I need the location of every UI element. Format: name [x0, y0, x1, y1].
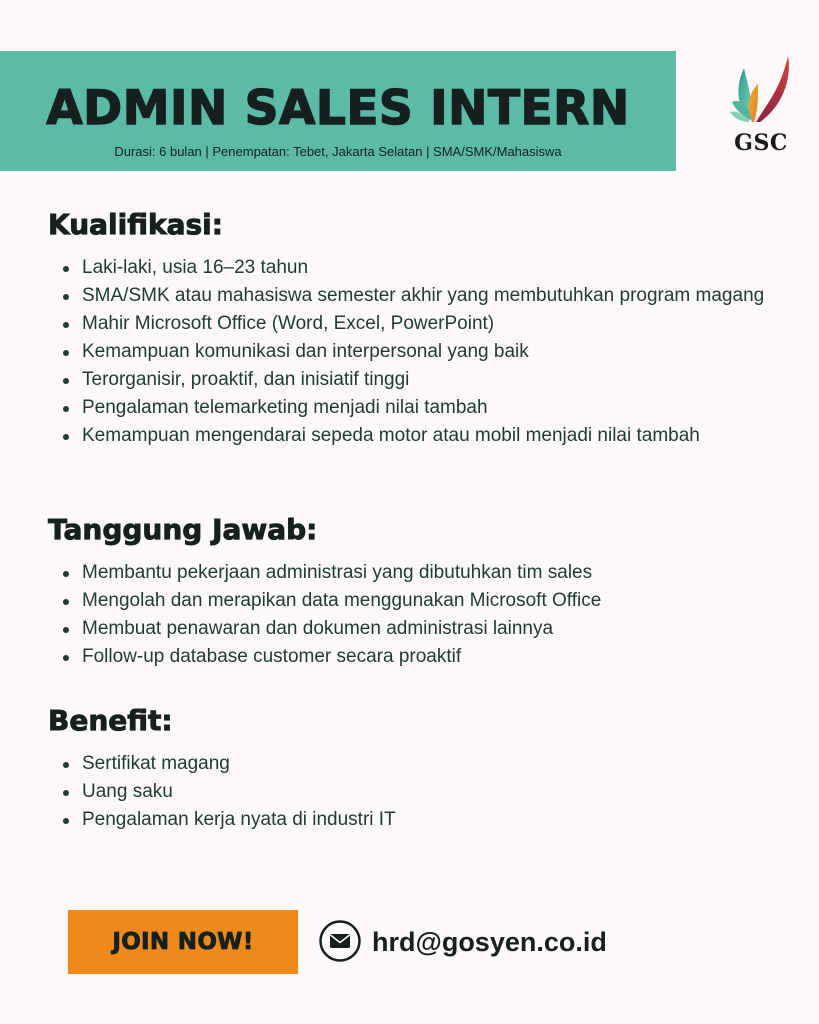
list-item: Laki-laki, usia 16–23 tahun	[48, 254, 768, 282]
company-logo	[726, 50, 796, 160]
responsibilities-list	[48, 559, 768, 671]
list-item: Sertifikat magang	[48, 750, 768, 778]
list-item: Membuat penawaran dan dokumen administrasi lainnya	[48, 615, 768, 643]
join-now-button[interactable]: JOIN NOW!	[68, 910, 298, 974]
qualifications-title: Kualifikasi:	[48, 208, 223, 241]
list-item: Kemampuan komunikasi dan interpersonal yang baik	[48, 338, 768, 366]
job-subtitle: Durasi: 6 bulan | Penempatan: Tebet, Jakarta Selatan | SMA/SMK/Mahasiswa	[114, 144, 562, 159]
list-item: Pengalaman telemarketing menjadi nilai tambah	[48, 394, 768, 422]
list-item: Kemampuan mengendarai sepeda motor atau mobil menjadi nilai tambah	[48, 422, 768, 450]
benefits-title: Benefit:	[48, 704, 173, 737]
list-item: Pengalaman kerja nyata di industri IT	[48, 806, 768, 834]
list-item: Mengolah dan merapikan data menggunakan Microsoft Office	[48, 587, 768, 615]
list-item: Terorganisir, proaktif, dan inisiatif tinggi	[48, 366, 768, 394]
list-item: Uang saku	[48, 778, 768, 806]
header-banner	[0, 51, 676, 171]
list-item: Follow-up database customer secara proaktif	[48, 643, 768, 671]
qualifications-list	[48, 254, 768, 450]
benefits-list	[48, 750, 768, 834]
list-item: SMA/SMK atau mahasiswa semester akhir yang membutuhkan program magang	[48, 282, 768, 310]
leaf-logo-icon	[726, 50, 796, 128]
list-item: Mahir Microsoft Office (Word, Excel, PowerPoint)	[48, 310, 768, 338]
responsibilities-title: Tanggung Jawab:	[48, 513, 318, 546]
logo-text: GSC	[734, 130, 788, 156]
list-item: Membantu pekerjaan administrasi yang dibutuhkan tim sales	[48, 559, 768, 587]
contact-email-link[interactable]: hrd@gosyen.co.id	[372, 927, 607, 957]
envelope-icon[interactable]	[319, 920, 361, 962]
job-title: ADMIN SALES INTERN	[46, 81, 630, 136]
